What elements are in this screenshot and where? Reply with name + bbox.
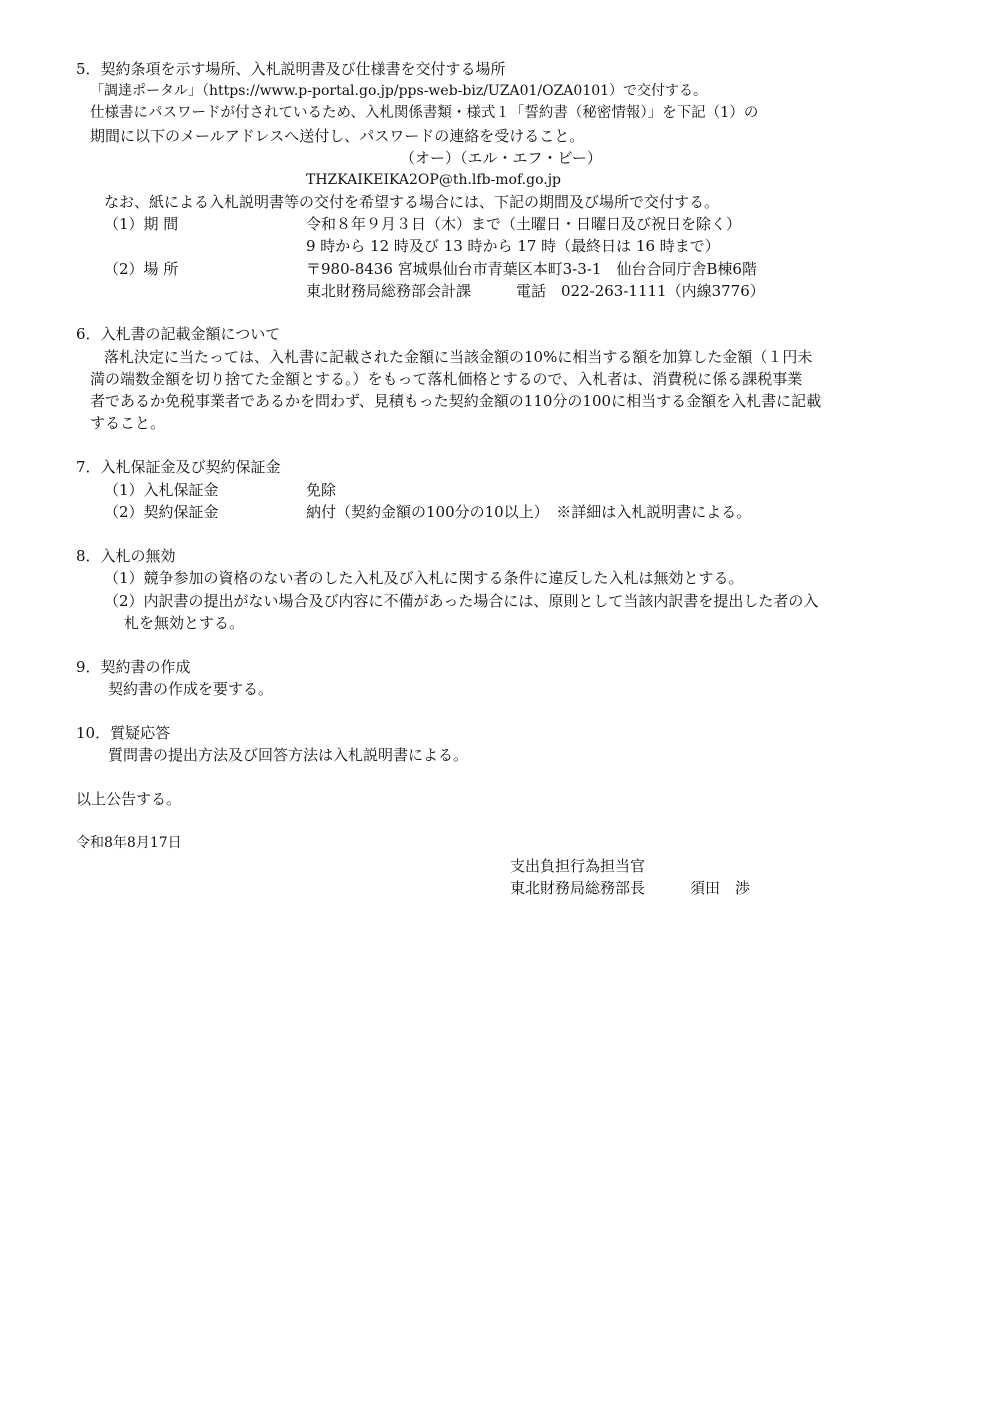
bid-bond-label: （1）入札保証金 [104, 481, 219, 499]
section10-body: 質問書の提出方法及び回答方法は入札説明書による。 [108, 746, 469, 764]
place-label: （2）場 所 [104, 260, 179, 278]
portal-line: 「調達ポータル」（https://www.p-portal.go.jp/pps-web-biz/UZA01/OZA0101）で交付する。 [90, 83, 708, 99]
section8-item-2-line-2: 札を無効とする。 [124, 614, 245, 632]
closing-statement: 以上公告する。 [76, 790, 182, 808]
place-value-2: 東北財務局総務部会計課 電話 022-263-1111（内線3776） [306, 282, 765, 300]
contract-bond-label: （2）契約保証金 [104, 503, 219, 521]
section8-item-1: （1）競争参加の資格のない者のした入札及び入札に関する条件に違反した入札は無効とする。 [104, 569, 744, 587]
section6-line-1: 落札決定に当たっては、入札書に記載された金額に当該金額の10%に相当する額を加算した金額（１円未 [104, 348, 813, 366]
paper-distribution-line: なお、紙による入札説明書等の交付を希望する場合には、下記の期間及び場所で交付する。 [104, 193, 720, 211]
section9-heading: 9．契約書の作成 [76, 658, 191, 676]
section6-line-2: 満の端数金額を切り捨てた金額とする。）をもって落札価格とするので、入札者は、消費税に係る課税事業 [90, 370, 803, 388]
signature-org: 東北財務局総務部長 [510, 879, 646, 897]
bid-bond-value: 免除 [306, 481, 337, 499]
period-label: （1）期 間 [104, 215, 179, 233]
notice-date: 令和8年8月17日 [76, 835, 182, 851]
section8-item-2-line-1: （2）内訳書の提出がない場合及び内容に不備があった場合には、原則として当該内訳書を提出した者の入 [104, 592, 819, 610]
signature-title: 支出負担行為担当官 [510, 857, 646, 875]
section9-body: 契約書の作成を要する。 [108, 680, 274, 698]
password-line-1: 仕様書にパスワードが付されているため、入札関係書類・様式１「誓約書（秘密情報）」を下記（1）の [90, 105, 759, 121]
email-reading: （オー）（エル・エフ・ビー） [400, 149, 602, 167]
place-value-1: 〒980-8436 宮城県仙台市青葉区本町3-3-1 仙台合同庁舎B棟6階 [306, 260, 757, 278]
email-address: THZKAIKEIKA2OP@th.lfb-mof.go.jp [306, 172, 562, 188]
signature-name: 須田 渉 [690, 879, 751, 897]
contract-bond-value: 納付（契約金額の100分の10以上） ※詳細は入札説明書による。 [306, 503, 752, 521]
section8-heading: 8．入札の無効 [76, 547, 176, 565]
section7-heading: 7．入札保証金及び契約保証金 [76, 458, 281, 476]
section6-line-3: 者であるか免税事業者であるかを問わず、見積もった契約金額の110分の100に相当する金額を入札書に記載 [90, 392, 822, 410]
period-value-1: 令和８年９月３日（木）まで（土曜日・日曜日及び祝日を除く） [306, 215, 742, 233]
section5-heading: 5．契約条項を示す場所、入札説明書及び仕様書を交付する場所 [76, 60, 506, 78]
section10-heading: 10．質疑応答 [76, 724, 171, 742]
section6-line-4: すること。 [90, 414, 166, 432]
section6-heading: 6．入札書の記載金額について [76, 325, 281, 343]
password-line-2: 期間に以下のメールアドレスへ送付し、パスワードの連絡を受けること。 [90, 127, 585, 145]
period-value-2: 9 時から 12 時及び 13 時から 17 時（最終日は 16 時まで） [306, 237, 720, 255]
